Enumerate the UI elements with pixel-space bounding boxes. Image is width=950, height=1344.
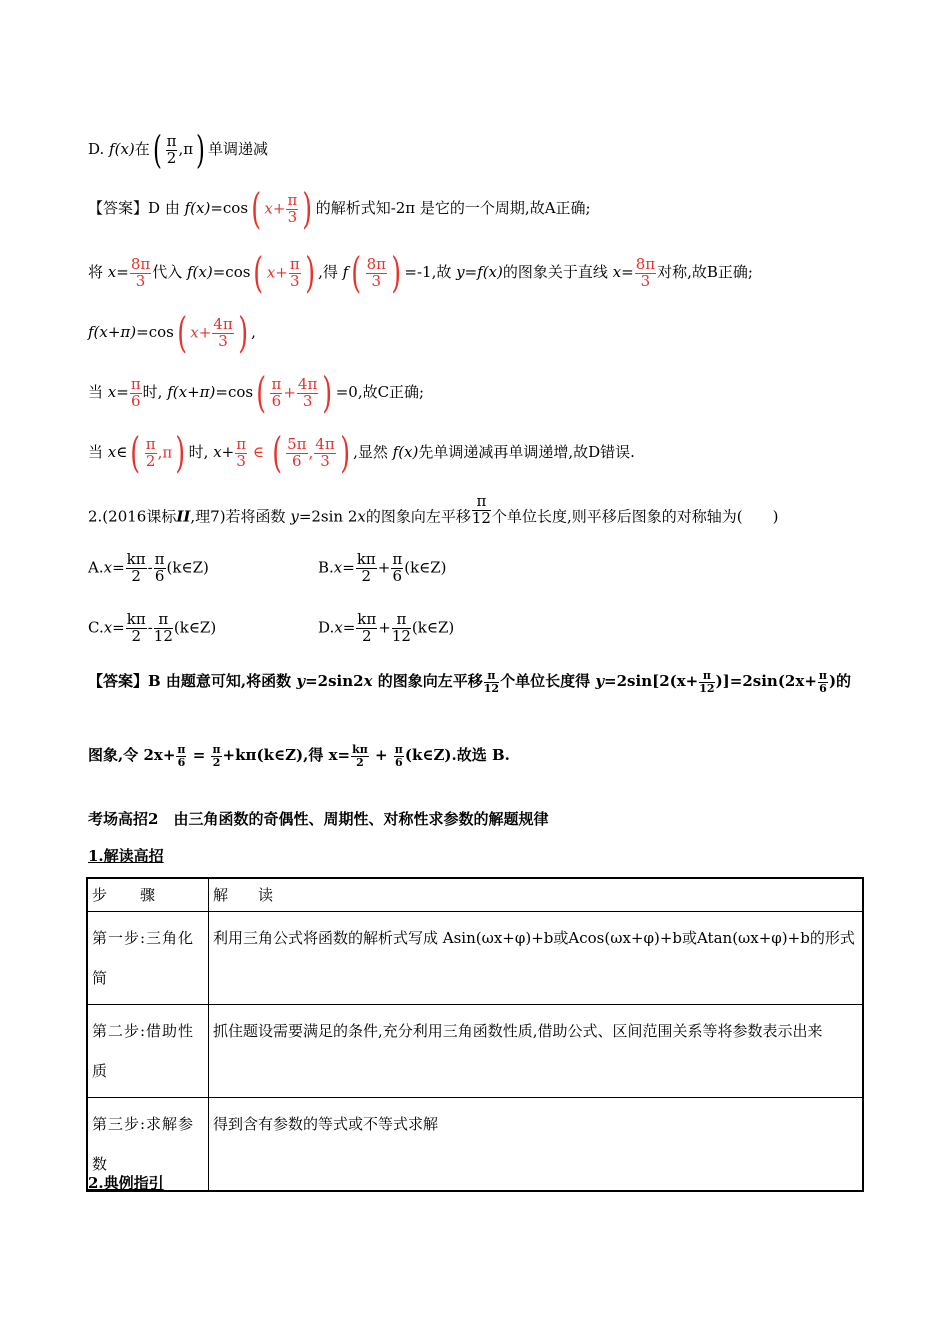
answer1-line5: 当 x∈( $\frac{\pi}{2}$ ,π) 时, x+ $\frac{\pi}{3}$ ∈ ( $\frac{5\pi}{6}$ , $\frac{4\pi}{3}$ ) ,显然 f(x)先单调递减再单调递增,故D错误. xyxy=(88,428,635,477)
subsection-title-1: 1.解读高招 xyxy=(88,847,164,865)
answer-tag: 【答案】B xyxy=(88,672,161,691)
answer1-line4: 当 x= $\frac{\pi}{6}$ 时, f(x+π)=cos( $\frac{\pi}{6}$ + $\frac{4\pi}{3}$ ) =0,故C正确; xyxy=(88,368,425,417)
table-cell-step: 第二步:借助性质 xyxy=(87,1005,209,1098)
table-cell-step: 第一步:三角化简 xyxy=(87,912,209,1005)
answer1-line1: 【答案】D 由 f(x)=cos( x+ $\frac{\pi}{3}$ ) 的解析式知-2π 是它的一个周期,故A正确; xyxy=(88,184,591,233)
table-header-desc: 解 读 xyxy=(209,878,864,912)
table-cell-desc: 抓住题设需要满足的条件,充分利用三角函数性质,借助公式、区间范围关系等将参数表示出来 xyxy=(209,1005,864,1098)
question2-stem: 2.(2016课标II,理7)若将函数 y=2sin 2x的图象向左平移 $\frac{\pi}{12}$ 个单位长度,则平移后图象的对称轴为( ) xyxy=(88,492,779,527)
table-header-step: 步 骤 xyxy=(87,878,209,912)
table-row xyxy=(87,1005,863,1098)
answer1-line2: 将 x= $\frac{8\pi}{3}$ 代入 f(x)=cos( x+ $\frac{\pi}{3}$ ) ,得 f( $\frac{8\pi}{3}$ ) =-1,故 y=f(x)的图象关于直线 x= $\frac{8\pi}{3}$ 对称,故B正确; xyxy=(88,248,753,297)
option-b[interactable]: B.x= $\frac{k\pi}{2}$ + $\frac{\pi}{6}$ (k∈Z) xyxy=(318,550,447,585)
option-c[interactable]: C.x= $\frac{k\pi}{2}$ - $\frac{\pi}{12}$ (k∈Z) xyxy=(88,610,217,645)
answer-tag: 【答案】D xyxy=(88,199,161,217)
answer1-line3: f(x+π)=cos( x+ $\frac{4\pi}{3}$ ) , xyxy=(88,308,256,357)
option-d[interactable]: D.x= $\frac{k\pi}{2}$ + $\frac{\pi}{12}$ (k∈Z) xyxy=(318,610,455,645)
table-header-row xyxy=(87,878,863,912)
option-d-line: D. f(x)在( $\frac{\pi}{2}$ ,π) 单调递减 xyxy=(88,128,268,172)
section-title: 考场高招2 由三角函数的奇偶性、周期性、对称性求参数的解题规律 xyxy=(88,810,549,828)
answer2-line2: 图象,令 2x+ $\frac{\pi}{6}$ = $\frac{\pi}{2}$ +kπ(k∈Z),得 x= $\frac{k\pi}{2}$ + $\frac{\pi}{6}$ (k∈Z).故选 B. xyxy=(88,743,510,769)
option-a[interactable]: A.x= $\frac{k\pi}{2}$ - $\frac{\pi}{6}$ (k∈Z) xyxy=(88,550,209,585)
table-cell-desc: 利用三角公式将函数的解析式写成 Asin(ωx+φ)+b或Acos(ωx+φ)+b或Atan(ωx+φ)+b的形式 xyxy=(209,912,864,1005)
answer2-line1: 【答案】B 由题意可知,将函数 y=2sin2x 的图象向左平移 $\frac{\pi}{12}$ 个单位长度得 y=2sin[2(x+ $\frac{\pi}{12}$ )]=2sin(2x+ $\frac{\pi}{6}$ )的 xyxy=(88,669,852,695)
table-cell-desc: 得到含有参数的等式或不等式求解 xyxy=(209,1098,864,1192)
subsection-title-2: 2.典例指引 xyxy=(88,1174,164,1192)
table-row xyxy=(87,1098,863,1192)
steps-table xyxy=(86,877,864,1192)
option-label: D. xyxy=(88,140,105,158)
table-row xyxy=(87,912,863,1005)
table-cell-step: 第三步:求解参数 xyxy=(87,1098,209,1192)
